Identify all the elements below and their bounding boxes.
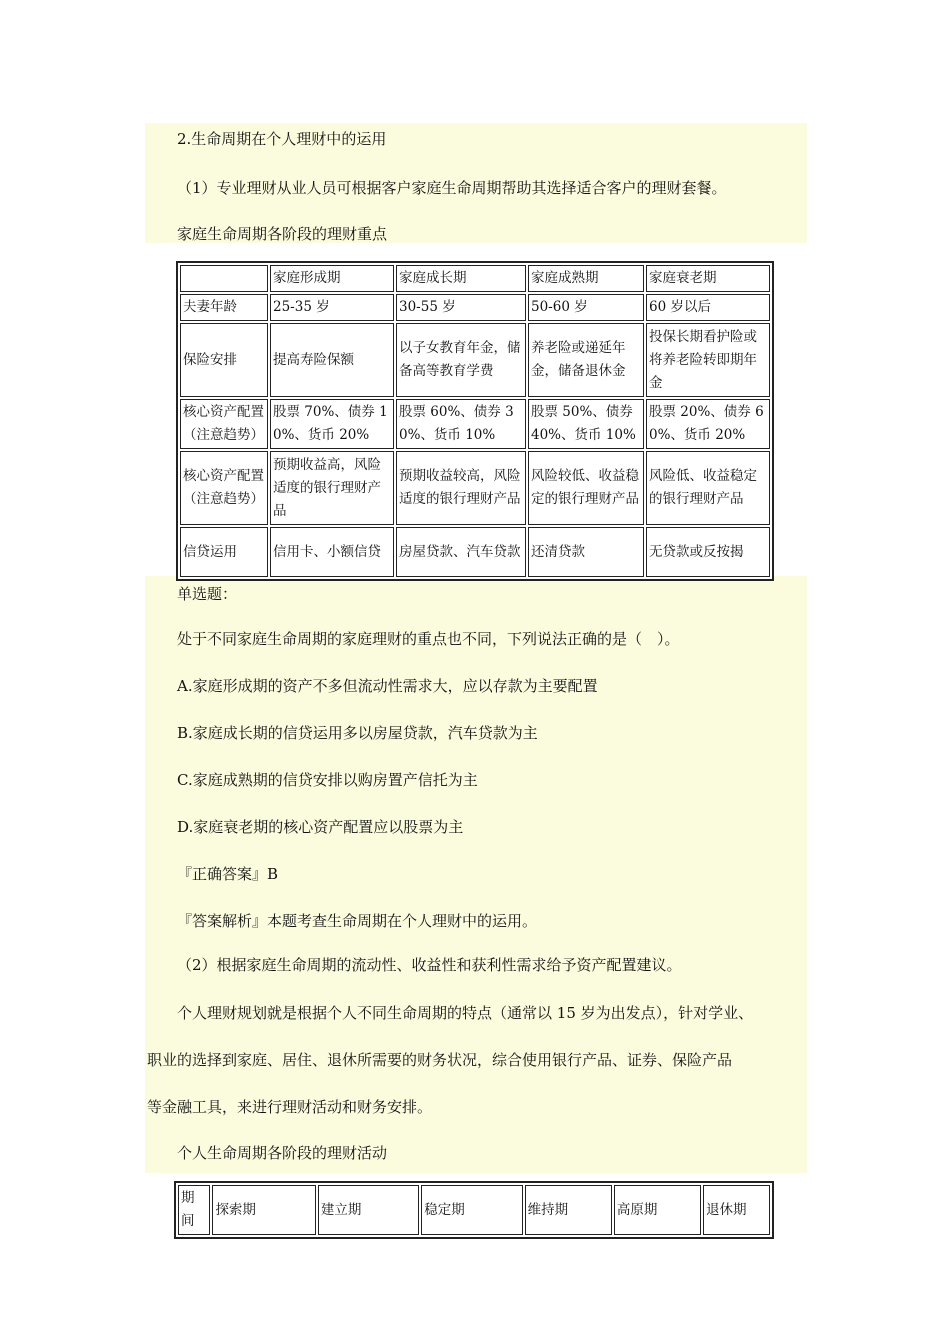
table-cell: 无贷款或反按揭 — [646, 527, 770, 577]
quiz-option-d: D.家庭衰老期的核心资产配置应以股票为主 — [177, 818, 464, 836]
personal-lifecycle-table — [174, 1181, 774, 1239]
quiz-answer: 『正确答案』B — [177, 865, 279, 883]
table-cell: 预期收益高，风险适度的银行理财产品 — [270, 451, 394, 525]
body-text-line-1: 个人理财规划就是根据个人不同生命周期的特点（通常以 15 岁为出发点），针对学业、 — [177, 1004, 754, 1022]
row-label: 核心资产配置（注意趋势） — [180, 451, 268, 525]
table-cell: 60 岁以后 — [646, 294, 770, 321]
table-cell: 30-55 岁 — [396, 294, 526, 321]
header-cell: 家庭成熟期 — [528, 265, 644, 292]
header-cell: 探索期 — [212, 1185, 315, 1235]
quiz-heading: 单选题： — [177, 585, 238, 603]
table-header-row — [180, 265, 770, 292]
table-cell: 风险低、收益稳定的银行理财产品 — [646, 451, 770, 525]
table-row — [180, 399, 770, 449]
table-cell: 信用卡、小额信贷 — [270, 527, 394, 577]
table-cell: 股票 60%、债券 30%、货币 10% — [396, 399, 526, 449]
body-text-line-2: 职业的选择到家庭、居住、退休所需要的财务状况，综合使用银行产品、证券、保险产品 — [147, 1051, 733, 1069]
table-cell: 以子女教育年金，储备高等教育学费 — [396, 323, 526, 397]
quiz-option-c: C.家庭成熟期的信贷安排以购房置产信托为主 — [177, 771, 478, 789]
header-cell: 家庭衰老期 — [646, 265, 770, 292]
table-header-row — [178, 1185, 770, 1235]
quiz-option-a: A.家庭形成期的资产不多但流动性需求大，应以存款为主要配置 — [177, 677, 598, 695]
table-cell: 提高寿险保额 — [270, 323, 394, 397]
table-cell: 股票 20%、债券 60%、货币 20% — [646, 399, 770, 449]
table-row — [180, 294, 770, 321]
table-cell: 股票 70%、债券 10%、货币 20% — [270, 399, 394, 449]
table-cell: 预期收益较高，风险适度的银行理财产品 — [396, 451, 526, 525]
table-cell: 投保长期看护险或将养老险转即期年金 — [646, 323, 770, 397]
header-cell: 期间 — [178, 1185, 210, 1235]
family-lifecycle-table — [176, 261, 774, 581]
header-cell: 维持期 — [525, 1185, 612, 1235]
header-cell: 家庭形成期 — [270, 265, 394, 292]
quiz-analysis: 『答案解析』本题考查生命周期在个人理财中的运用。 — [177, 912, 538, 930]
body-text-line-3: 等金融工具，来进行理财活动和财务安排。 — [147, 1098, 433, 1116]
paragraph-1: （1）专业理财从业人员可根据客户家庭生命周期帮助其选择适合客户的理财套餐。 — [177, 179, 727, 197]
paragraph-2: （2）根据家庭生命周期的流动性、收益性和获利性需求给予资产配置建议。 — [177, 956, 682, 974]
header-cell: 退休期 — [703, 1185, 770, 1235]
table-cell: 养老险或递延年金，储备退休金 — [528, 323, 644, 397]
table-cell: 股票 50%、债券 40%、货币 10% — [528, 399, 644, 449]
table-cell: 还清贷款 — [528, 527, 644, 577]
table2-caption: 个人生命周期各阶段的理财活动 — [177, 1144, 388, 1162]
quiz-option-b: B.家庭成长期的信贷运用多以房屋贷款，汽车贷款为主 — [177, 724, 538, 742]
table-row — [180, 527, 770, 577]
header-cell: 高原期 — [614, 1185, 701, 1235]
row-label: 保险安排 — [180, 323, 268, 397]
table-row — [180, 451, 770, 525]
table-cell: 房屋贷款、汽车贷款 — [396, 527, 526, 577]
table1-caption: 家庭生命周期各阶段的理财重点 — [177, 225, 388, 243]
table-cell: 50-60 岁 — [528, 294, 644, 321]
header-cell: 稳定期 — [421, 1185, 522, 1235]
table-row — [180, 323, 770, 397]
quiz-question: 处于不同家庭生命周期的家庭理财的重点也不同，下列说法正确的是（ ）。 — [177, 630, 680, 648]
table-cell: 25-35 岁 — [270, 294, 394, 321]
header-cell: 家庭成长期 — [396, 265, 526, 292]
row-label: 核心资产配置（注意趋势） — [180, 399, 268, 449]
section-title: 2.生命周期在个人理财中的运用 — [177, 130, 387, 148]
table-cell: 风险较低、收益稳定的银行理财产品 — [528, 451, 644, 525]
header-cell — [180, 265, 268, 292]
row-label: 信贷运用 — [180, 527, 268, 577]
row-label: 夫妻年龄 — [180, 294, 268, 321]
header-cell: 建立期 — [318, 1185, 419, 1235]
